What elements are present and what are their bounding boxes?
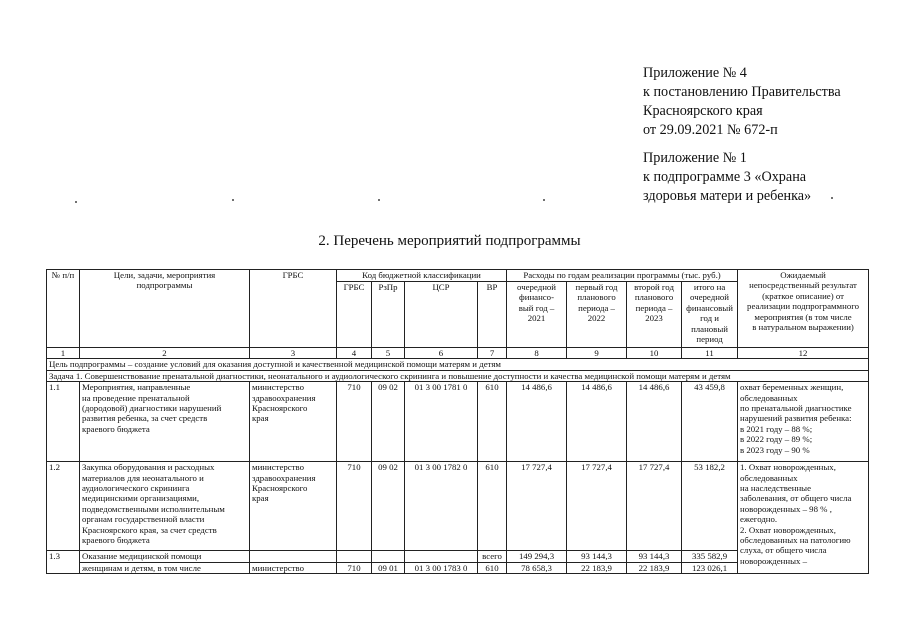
row-name: женщинам и детям, в том числе xyxy=(80,562,250,573)
appendix-4-line: к постановлению Правительства xyxy=(643,84,841,100)
subheader-2022: первый год планового периода – 2022 xyxy=(567,282,627,348)
page-title: 2. Перечень мероприятий подпрограммы xyxy=(318,233,581,249)
row-2022: 93 144,3 xyxy=(567,551,627,562)
row-2021: 17 727,4 xyxy=(507,462,567,551)
task-text: Задача 1. Совершенствование пренатальной диагностики, неонатального и аудиологического скрининга и повышение доступности и качества медицинской помощи матерям и детям xyxy=(47,370,869,381)
row-total: 123 026,1 xyxy=(682,562,738,573)
row-grbs-code: 710 xyxy=(337,462,372,551)
row-csr: 01 3 00 1781 0 xyxy=(405,382,478,462)
subheader-rzpr: РзПр xyxy=(372,282,405,348)
row-name: Оказание медицинской помощи xyxy=(80,551,250,562)
appendix-4-line: Красноярского края xyxy=(643,103,763,119)
column-number: 11 xyxy=(682,348,738,359)
row-result: охват беременных женщин, обследованных по пренатальной диагностике нарушений развития ребенка: в 2021 году – 88 %; в 2022 году – 89 %; в 2023 году – 90 % xyxy=(738,382,869,462)
row-vr: 610 xyxy=(478,382,507,462)
column-number: 3 xyxy=(250,348,337,359)
row-total: 53 182,2 xyxy=(682,462,738,551)
row-vr: 610 xyxy=(478,462,507,551)
column-number-row xyxy=(47,348,869,359)
row-grbs: министерство здравоохранения Красноярского края xyxy=(250,382,337,462)
row-2021: 78 658,3 xyxy=(507,562,567,573)
appendix-4-block xyxy=(643,64,841,140)
row-2023: 93 144,3 xyxy=(627,551,682,562)
row-2021: 149 294,3 xyxy=(507,551,567,562)
row-num: 1.2 xyxy=(47,462,80,551)
column-number: 5 xyxy=(372,348,405,359)
row-2023: 17 727,4 xyxy=(627,462,682,551)
subheader-2023: второй год планового периода – 2023 xyxy=(627,282,682,348)
subheader-vr: ВР xyxy=(478,282,507,348)
column-number: 10 xyxy=(627,348,682,359)
subheader-grbs: ГРБС xyxy=(337,282,372,348)
row-2022: 14 486,6 xyxy=(567,382,627,462)
appendix-1-line: здоровья матери и ребенка» xyxy=(643,188,812,204)
row-2023: 14 486,6 xyxy=(627,382,682,462)
scan-speck xyxy=(543,199,545,201)
column-number: 6 xyxy=(405,348,478,359)
header-kbk: Код бюджетной классификации xyxy=(337,270,507,282)
row-rzpr: 09 02 xyxy=(372,382,405,462)
goal-text: Цель подпрограммы – создание условий для оказания доступной и качественной медицинской помощи матерям и детям xyxy=(47,359,869,370)
header-grbs: ГРБС xyxy=(250,270,337,348)
appendix-4-line: от 29.09.2021 № 672-п xyxy=(643,122,778,138)
column-number: 4 xyxy=(337,348,372,359)
row-rzpr: 09 02 xyxy=(372,462,405,551)
row-grbs: министерство xyxy=(250,562,337,573)
subheader-total: итого на очередной финансовый год и плановый период xyxy=(682,282,738,348)
header-row xyxy=(47,270,869,282)
column-number: 2 xyxy=(80,348,250,359)
column-number: 12 xyxy=(738,348,869,359)
row-name: Мероприятия, направленные на проведение пренатальной (дородовой) диагностики нарушений развития ребенка, за счет средств краевого бюджета xyxy=(80,382,250,462)
appendix-1-block xyxy=(643,149,811,206)
row-vr: всего xyxy=(478,551,507,562)
row-total: 43 459,8 xyxy=(682,382,738,462)
row-grbs-code: 710 xyxy=(337,382,372,462)
column-number: 7 xyxy=(478,348,507,359)
table-row xyxy=(47,462,869,551)
header-num: № п/п xyxy=(47,270,80,348)
row-vr: 610 xyxy=(478,562,507,573)
table-row xyxy=(47,382,869,462)
task-row xyxy=(47,370,869,381)
measures-table xyxy=(46,269,869,574)
row-csr: 01 3 00 1782 0 xyxy=(405,462,478,551)
row-name: Закупка оборудования и расходных материалов для неонатального и аудиологического скрининга медицинскими организациями, подведомственными исполнительным органам государственной власти Красноярского края, за счет средств краевого бюджета xyxy=(80,462,250,551)
row-2022: 22 183,9 xyxy=(567,562,627,573)
row-2022: 17 727,4 xyxy=(567,462,627,551)
row-grbs xyxy=(250,551,337,562)
subheader-csr: ЦСР xyxy=(405,282,478,348)
column-number: 1 xyxy=(47,348,80,359)
row-grbs-code xyxy=(337,551,372,562)
row-rzpr xyxy=(372,551,405,562)
appendix-1-line: Приложение № 1 xyxy=(643,150,747,166)
appendix-4-line: Приложение № 4 xyxy=(643,65,747,81)
row-num: 1.3 xyxy=(47,551,80,574)
row-2021: 14 486,6 xyxy=(507,382,567,462)
scan-speck xyxy=(75,201,77,203)
scan-speck xyxy=(378,199,380,201)
scan-speck xyxy=(232,199,234,201)
row-csr xyxy=(405,551,478,562)
column-number: 9 xyxy=(567,348,627,359)
row-total: 335 582,9 xyxy=(682,551,738,562)
header-goals: Цели, задачи, мероприятия подпрограммы xyxy=(80,270,250,348)
subheader-2021: очередной финансо- вый год – 2021 xyxy=(507,282,567,348)
row-num: 1.1 xyxy=(47,382,80,462)
row-csr: 01 3 00 1783 0 xyxy=(405,562,478,573)
scan-speck xyxy=(831,197,833,199)
row-grbs: министерство здравоохранения Красноярского края xyxy=(250,462,337,551)
column-number: 8 xyxy=(507,348,567,359)
row-2023: 22 183,9 xyxy=(627,562,682,573)
appendix-1-line: к подпрограмме 3 «Охрана xyxy=(643,169,807,185)
goal-row xyxy=(47,359,869,370)
row-result: 1. Охват новорожденных, обследованных на наследственные заболевания, от общего числа новорожденных – 98 % , ежегодно. 2. Охват новорожденных, обследованных на патологию слуха, от общего числа новорожденных – xyxy=(738,462,869,574)
row-rzpr: 09 01 xyxy=(372,562,405,573)
row-grbs-code: 710 xyxy=(337,562,372,573)
header-expenses: Расходы по годам реализации программы (тыс. руб.) xyxy=(507,270,738,282)
header-result: Ожидаемый непосредственный результат (краткое описание) от реализации подпрограммного мероприятия (в том числе в натуральном выражении) xyxy=(738,270,869,348)
